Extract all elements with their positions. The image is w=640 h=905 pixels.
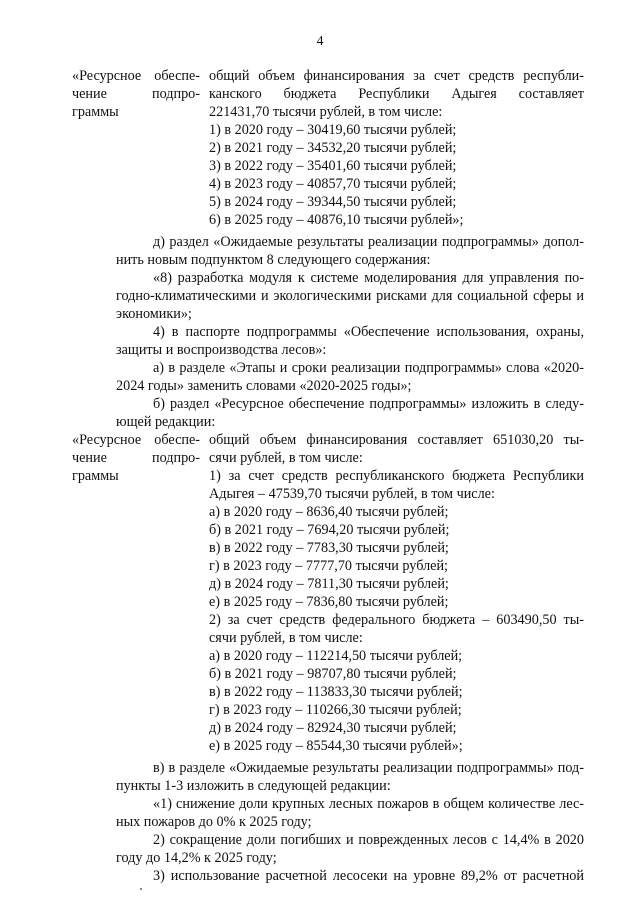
- value-line: 221431,70 тысячи рублей, в том числе:: [209, 104, 443, 120]
- label-line: «Ресурсное обеспе-: [72, 68, 200, 84]
- value-line: сячи рублей, в том числе:: [209, 630, 363, 646]
- value-line: 2) в 2021 году – 34532,20 тысячи рублей;: [209, 140, 457, 156]
- value-line: Адыгея – 47539,70 тысячи рублей, в том числе:: [209, 486, 495, 502]
- value-line: д) в 2024 году – 82924,30 тысячи рублей;: [209, 720, 457, 736]
- paragraph-line: 4) в паспорте подпрограммы «Обеспечение использования, охраны,: [153, 324, 584, 340]
- paragraph-line: а) в разделе «Этапы и сроки реализации подпрограммы» слова «2020-: [153, 360, 584, 376]
- scan-speck: [140, 888, 142, 890]
- value-line: г) в 2023 году – 7777,70 тысячи рублей;: [209, 558, 448, 574]
- paragraph-line: году до 14,2% к 2025 году;: [116, 850, 277, 866]
- paragraph-line: защиты и воспроизводства лесов»:: [116, 342, 327, 358]
- value-line: сячи рублей, в том числе:: [209, 450, 363, 466]
- value-line: 6) в 2025 году – 40876,10 тысячи рублей»;: [209, 212, 464, 228]
- value-line: д) в 2024 году – 7811,30 тысячи рублей;: [209, 576, 449, 592]
- paragraph-line: пункты 1-3 изложить в следующей редакции:: [116, 778, 391, 794]
- value-line: б) в 2021 году – 98707,80 тысячи рублей;: [209, 666, 457, 682]
- paragraph-line: 3) использование расчетной лесосеки на уровне 89,2% от расчетной: [153, 868, 584, 884]
- value-line: 3) в 2022 году – 35401,60 тысячи рублей;: [209, 158, 457, 174]
- paragraph-line: в) в разделе «Ожидаемые результаты реализации подпрограммы» под-: [153, 760, 584, 776]
- paragraph-line: «8) разработка модуля к системе моделирования для управления по-: [153, 270, 584, 286]
- paragraph-line: б) раздел «Ресурсное обеспечение подпрограммы» изложить в следу-: [153, 396, 584, 412]
- paragraph-line: «1) снижение доли крупных лесных пожаров в общем количестве лес-: [153, 796, 584, 812]
- value-line: е) в 2025 году – 7836,80 тысячи рублей;: [209, 594, 449, 610]
- value-line: 5) в 2024 году – 39344,50 тысячи рублей;: [209, 194, 457, 210]
- paragraph-line: 2024 годы» заменить словами «2020-2025 годы»;: [116, 378, 412, 394]
- page-number: 4: [316, 34, 324, 49]
- paragraph-line: ющей редакции:: [116, 414, 216, 430]
- paragraph-line: экономики»;: [116, 306, 192, 322]
- label-line: чение подпро-: [72, 450, 200, 466]
- label-line: чение подпро-: [72, 86, 200, 102]
- value-line: в) в 2022 году – 7783,30 тысячи рублей;: [209, 540, 449, 556]
- value-line: а) в 2020 году – 8636,40 тысячи рублей;: [209, 504, 449, 520]
- value-line: 2) за счет средств федерального бюджета – 603490,50 ты-: [209, 612, 584, 628]
- value-line: 1) за счет средств республиканского бюджета Республики: [209, 468, 584, 484]
- value-line: а) в 2020 году – 112214,50 тысячи рублей;: [209, 648, 463, 664]
- value-line: б) в 2021 году – 7694,20 тысячи рублей;: [209, 522, 450, 538]
- value-line: 4) в 2023 году – 40857,70 тысячи рублей;: [209, 176, 457, 192]
- label-line: граммы: [72, 104, 119, 120]
- paragraph-line: годно-климатическими и экологическими рисками для социальной сферы и: [116, 288, 584, 304]
- value-line: канского бюджета Республики Адыгея составляет: [209, 86, 584, 102]
- value-line: г) в 2023 году – 110266,30 тысячи рублей;: [209, 702, 462, 718]
- paragraph-line: д) раздел «Ожидаемые результаты реализации подпрограммы» допол-: [153, 234, 584, 250]
- paragraph-line: 2) сокращение доли погибших и поврежденных лесов с 14,4% в 2020: [153, 832, 584, 848]
- paragraph-line: ных пожаров до 0% к 2025 году;: [116, 814, 312, 830]
- paragraph-line: нить новым подпунктом 8 следующего содержания:: [116, 252, 431, 268]
- value-line: общий объем финансирования за счет средств республи-: [209, 68, 584, 84]
- value-line: 1) в 2020 году – 30419,60 тысячи рублей;: [209, 122, 457, 138]
- label-line: граммы: [72, 468, 119, 484]
- value-line: в) в 2022 году – 113833,30 тысячи рублей;: [209, 684, 463, 700]
- value-line: общий объем финансирования составляет 651030,20 ты-: [209, 432, 584, 448]
- value-line: е) в 2025 году – 85544,30 тысячи рублей»;: [209, 738, 463, 754]
- label-line: «Ресурсное обеспе-: [72, 432, 200, 448]
